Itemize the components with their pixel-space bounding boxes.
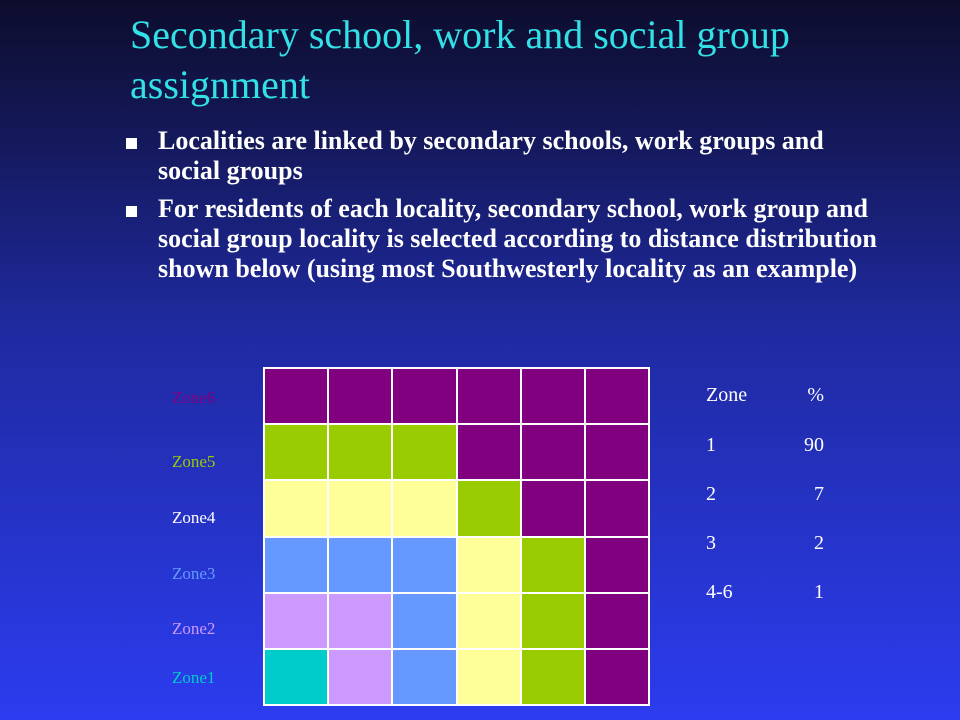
row-pct: 1 <box>814 581 824 603</box>
grid-cell-zone4 <box>458 594 520 648</box>
zone-label-2: Zone2 <box>172 619 216 638</box>
grid-cell-zone4 <box>458 538 520 592</box>
grid-cell-zone3 <box>393 594 455 648</box>
grid-cell-zone5 <box>393 425 455 479</box>
row-zone: 2 <box>706 483 716 505</box>
grid-cell-zone6 <box>393 369 455 423</box>
zone-label-1: Zone1 <box>172 668 216 687</box>
grid-cell-zone3 <box>265 538 327 592</box>
zone-label-4: Zone4 <box>172 508 216 527</box>
grid-cell-zone5 <box>522 650 584 704</box>
row-pct: 90 <box>804 434 824 456</box>
grid-cell-zone6 <box>522 369 584 423</box>
grid-cell-zone3 <box>393 650 455 704</box>
grid-cell-zone4 <box>329 481 391 535</box>
row-zone: 4-6 <box>706 581 733 603</box>
header-pct: % <box>807 384 824 406</box>
zone-label-3: Zone3 <box>172 564 216 583</box>
zone-grid <box>263 367 650 706</box>
row-pct: 2 <box>814 532 824 554</box>
grid-cell-zone1 <box>265 650 327 704</box>
bullet-list <box>120 126 880 292</box>
bullet-text: For residents of each locality, secondary school, work group and social group locality is selected according to distance distribution shown below (using most Southwesterly locality as an example) <box>158 194 877 283</box>
grid-cell-zone4 <box>265 481 327 535</box>
grid-cell-zone6 <box>458 425 520 479</box>
grid-cell-zone6 <box>586 538 648 592</box>
grid-cell-zone6 <box>329 369 391 423</box>
grid-cell-zone6 <box>586 650 648 704</box>
row-zone: 1 <box>706 434 716 456</box>
grid-cell-zone3 <box>329 538 391 592</box>
grid-cell-zone5 <box>522 594 584 648</box>
grid-cell-zone6 <box>586 425 648 479</box>
row-pct: 7 <box>814 483 824 505</box>
grid-cell-zone5 <box>329 425 391 479</box>
grid-cell-zone6 <box>522 425 584 479</box>
grid-cell-zone6 <box>586 369 648 423</box>
zone-label-6: Zone6 <box>172 388 216 407</box>
header-zone: Zone <box>706 384 748 406</box>
grid-cell-zone5 <box>458 481 520 535</box>
bullet-item <box>120 194 880 284</box>
row-zone: 3 <box>706 532 716 554</box>
bullet-text: Localities are linked by secondary schools, work groups and social groups <box>158 126 824 185</box>
bullet-item <box>120 126 880 186</box>
grid-cell-zone6 <box>586 594 648 648</box>
slide-title: Secondary school, work and social group assignment <box>130 12 790 107</box>
grid-cell-zone6 <box>458 369 520 423</box>
grid-cell-zone6 <box>522 481 584 535</box>
grid-cell-zone6 <box>586 481 648 535</box>
bullet-square-icon <box>126 206 137 217</box>
grid-cell-zone6 <box>265 369 327 423</box>
grid-cell-zone2 <box>329 594 391 648</box>
grid-cell-zone3 <box>393 538 455 592</box>
grid-cell-zone4 <box>458 650 520 704</box>
grid-cell-zone2 <box>329 650 391 704</box>
zone-label-5: Zone5 <box>172 452 216 471</box>
grid-cell-zone4 <box>393 481 455 535</box>
bullet-square-icon <box>126 138 137 149</box>
grid-cell-zone5 <box>265 425 327 479</box>
grid-cell-zone2 <box>265 594 327 648</box>
grid-cell-zone5 <box>522 538 584 592</box>
